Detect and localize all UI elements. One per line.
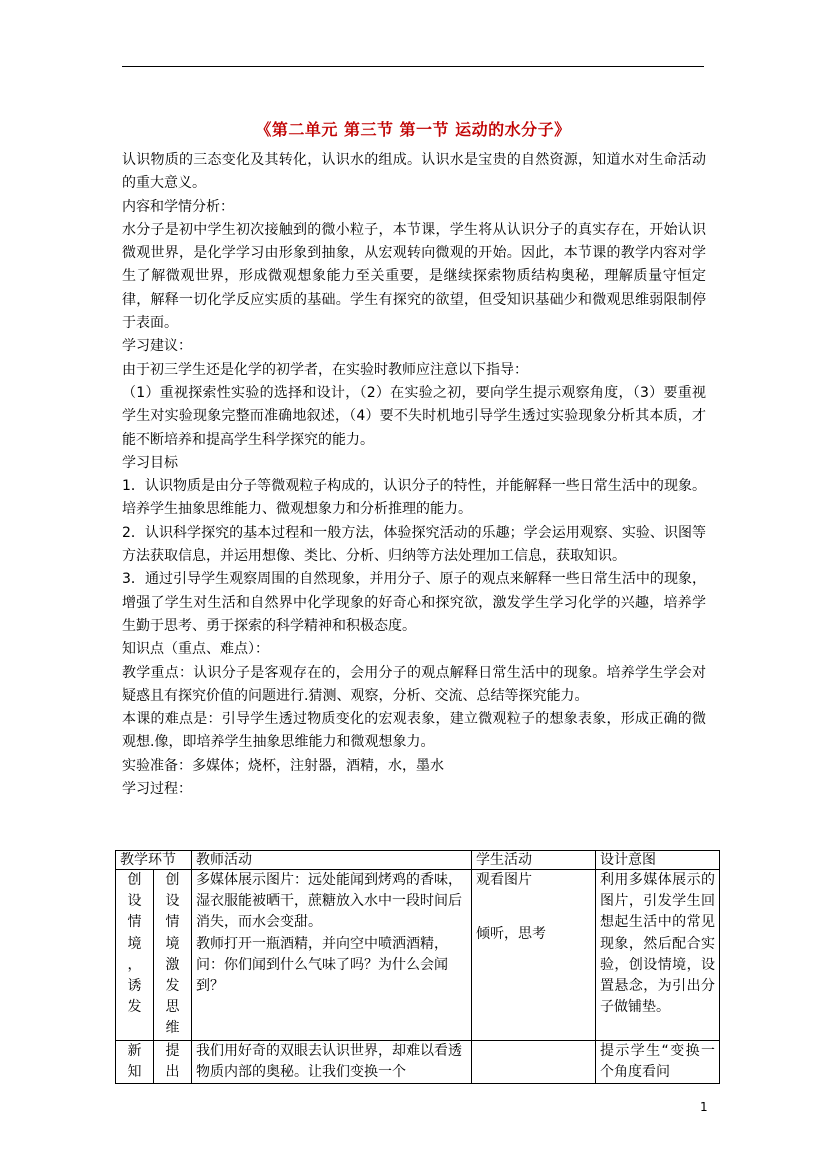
teacher-activity-cell: 我们用好奇的双眼去认识世界，却难以看透物质内部的奥秘。让我们变换一个 xyxy=(192,1040,472,1083)
teacher-activity-cell: 多媒体展示图片：远处能闻到烤鸡的香味，湿衣服能被晒干，蔗糖放入水中一段时间后消失，而水会变甜。 教师打开一瓶酒精，并向空中喷洒酒精，问：你们闻到什么气味了吗？为什么会闻到？ xyxy=(192,870,472,1041)
table-row xyxy=(116,1040,720,1083)
header-intent: 设计意图 xyxy=(596,851,720,870)
section-heading: 学习目标 xyxy=(122,454,178,471)
substage-cell: 提 出 xyxy=(154,1040,192,1083)
paragraph: 由于初三学生还是化学的初学者，在实验时教师应注意以下指导： xyxy=(122,361,528,378)
paragraph: 水分子是初中学生初次接触到的微小粒子，本节课，学生将从认识分子的真实存在，开始认识微观世界，是化学学习由形象到抽象，从宏观转向微观的开始。因此，本节课的教学内容对学生了解微观世界，形成微观想象能力至关重要，是继续探索物质结构奥秘，理解质量守恒定律，解释一切化学反应实质的基础。学生有探究的欲望，但受知识基础少和微观思维弱限制停于表面。 xyxy=(122,221,706,332)
section-heading: 内容和学情分析： xyxy=(122,198,234,215)
paragraph: 2．认识科学探究的基本过程和一般方法，体验探究活动的乐趣；学会运用观察、实验、识图等方法获取信息，并运用想像、类比、分析、归纳等方法处理加工信息，获取知识。 xyxy=(122,524,706,565)
student-activity-cell xyxy=(472,1040,596,1083)
header-student: 学生活动 xyxy=(472,851,596,870)
document-body xyxy=(122,149,706,801)
stage-cell: 新 知 xyxy=(116,1040,154,1083)
document-title: 《第二单元 第三节 第一节 运动的水分子》 xyxy=(255,120,571,139)
paragraph: 认识物质的三态变化及其转化，认识水的组成。认识水是宝贵的自然资源，知道水对生命活动的重大意义。 xyxy=(122,152,706,192)
paragraph: 教学重点：认识分子是客观存在的，会用分子的观点解释日常生活中的现象。培养学生学会对疑惑且有探究价值的问题进行.猜测、观察，分析、交流、总结等探究能力。 xyxy=(122,664,706,704)
paragraph: 实验准备：多媒体；烧杯，注射器，酒精，水，墨水 xyxy=(122,757,444,774)
design-intent-cell: 提示学生“变换一个角度看问 xyxy=(596,1040,720,1083)
page-number: 1 xyxy=(700,1100,708,1114)
header-teacher: 教师活动 xyxy=(192,851,472,870)
paragraph: （1）重视探索性实验的选择和设计，（2）在实验之初，要向学生提示观察角度，（3）要重视学生对实验现象完整而准确地叙述，（4）要不失时机地引导学生透过实验现象分析其本质，才能不断培养和提高学生科学探究的能力。 xyxy=(122,384,706,448)
paragraph: 3．通过引导学生观察周围的自然现象，并用分子、原子的观点来解释一些日常生活中的现象，增强了学生对生活和自然界中化学现象的好奇心和探究欲，激发学生学习化学的兴趣，培养学生勤于思考、勇于探索的科学精神和积极态度。 xyxy=(122,571,706,634)
table-row xyxy=(116,870,720,1041)
design-intent-cell: 利用多媒体展示的图片，引发学生回想起生活中的常见现象，然后配合实验，创设情境，设置悬念，为引出分子做铺垫。 xyxy=(596,870,720,1041)
stage-cell: 创 设 情 境 ， 诱 发 xyxy=(116,870,154,1041)
table-header-row xyxy=(116,851,720,870)
paragraph: 本课的难点是：引导学生透过物质变化的宏观表象，建立微观粒子的想象表象，形成正确的微观想.像，即培养学生抽象思维能力和微观想象力。 xyxy=(122,711,706,751)
header-stage: 教学环节 xyxy=(116,851,192,870)
header-rule xyxy=(122,66,704,67)
paragraph: 1．认识物质是由分子等微观粒子构成的，认识分子的特性，并能解释一些日常生活中的现象。培养学生抽象思维能力、微观想象力和分析推理的能力。 xyxy=(122,478,706,518)
section-heading: 知识点（重点、难点）： xyxy=(122,641,269,658)
section-heading: 学习建议： xyxy=(122,338,192,355)
substage-cell: 创 设 情 境 激 发 思 维 xyxy=(154,870,192,1041)
section-heading: 学习过程： xyxy=(122,781,192,798)
student-activity-cell: 观看图片 倾听，思考 xyxy=(472,870,596,1041)
lesson-process-table xyxy=(115,850,720,1084)
